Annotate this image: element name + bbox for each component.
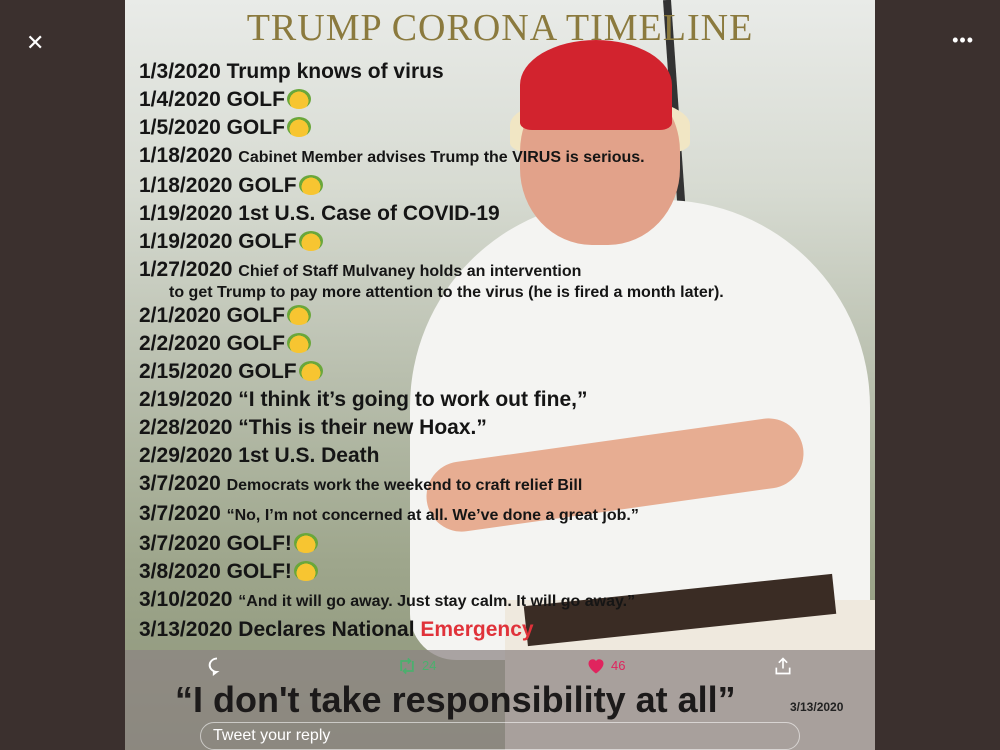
golf-emoji-icon bbox=[299, 361, 323, 381]
entry-date: 1/4/2020 bbox=[139, 88, 221, 111]
entry-text: GOLF bbox=[226, 116, 285, 139]
entry-text: 1st U.S. Case of COVID-19 bbox=[238, 202, 500, 225]
share-icon bbox=[773, 656, 793, 676]
timeline-entry bbox=[139, 142, 724, 172]
timeline-entry bbox=[139, 530, 724, 558]
entry-date: 1/5/2020 bbox=[139, 116, 221, 139]
reply-input[interactable] bbox=[200, 722, 800, 750]
timeline-entry bbox=[139, 302, 724, 330]
entry-text: GOLF bbox=[238, 230, 297, 253]
retweet-count: 24 bbox=[422, 658, 437, 673]
entry-text: Declares National bbox=[238, 618, 415, 641]
entry-date: 2/28/2020 bbox=[139, 416, 233, 439]
golf-emoji-icon bbox=[287, 117, 311, 137]
entry-date: 2/29/2020 bbox=[139, 444, 233, 467]
image-title: TRUMP CORONA TIMELINE bbox=[246, 7, 754, 49]
entry-text: GOLF bbox=[226, 304, 285, 327]
entry-continuation: to get Trump to pay more attention to the virus (he is fired a month later). bbox=[169, 284, 724, 301]
golf-emoji-icon bbox=[299, 231, 323, 251]
timeline-entry bbox=[139, 114, 724, 142]
retweet-icon bbox=[396, 656, 418, 676]
timeline-entry bbox=[139, 200, 724, 228]
golf-emoji-icon bbox=[294, 561, 318, 581]
timeline-entry bbox=[139, 386, 724, 414]
entry-text: “I think it’s going to work out fine,” bbox=[238, 388, 588, 411]
reply-icon bbox=[207, 656, 227, 676]
entry-text: Trump knows of virus bbox=[226, 60, 444, 83]
entry-text: GOLF bbox=[226, 332, 285, 355]
timeline-list bbox=[139, 58, 724, 644]
entry-date: 3/8/2020 bbox=[139, 560, 221, 583]
entry-date: 2/2/2020 bbox=[139, 332, 221, 355]
retweet-button[interactable] bbox=[396, 655, 436, 677]
entry-date: 1/3/2020 bbox=[139, 60, 221, 83]
golf-emoji-icon bbox=[299, 175, 323, 195]
timeline-entry bbox=[139, 172, 724, 200]
timeline-entry bbox=[139, 330, 724, 358]
entry-text: “And it will go away. Just stay calm. It will go away.” bbox=[238, 593, 636, 610]
entry-text: “No, I’m not concerned at all. We’ve done a great job.” bbox=[226, 507, 639, 524]
reply-button[interactable] bbox=[207, 655, 227, 677]
image-quote: “I don't take responsibility at all” bbox=[175, 679, 736, 720]
share-button[interactable] bbox=[773, 655, 793, 677]
timeline-entry bbox=[139, 586, 724, 616]
entry-date: 2/1/2020 bbox=[139, 304, 221, 327]
entry-text: GOLF bbox=[226, 88, 285, 111]
entry-date: 3/7/2020 bbox=[139, 502, 221, 525]
timeline-entry bbox=[139, 558, 724, 586]
timeline-entry bbox=[139, 470, 724, 500]
entry-date: 3/10/2020 bbox=[139, 588, 233, 611]
entry-date: 3/13/2020 bbox=[139, 618, 233, 641]
close-icon[interactable]: ✕ bbox=[26, 30, 45, 55]
heart-icon bbox=[585, 656, 607, 676]
entry-date: 1/18/2020 bbox=[139, 174, 233, 197]
timeline-entry bbox=[139, 86, 724, 114]
timeline-entry bbox=[139, 358, 724, 386]
entry-date: 3/7/2020 bbox=[139, 532, 221, 555]
entry-text: GOLF bbox=[238, 174, 297, 197]
entry-date: 1/19/2020 bbox=[139, 230, 233, 253]
timeline-entry bbox=[139, 228, 724, 256]
entry-highlight: Emergency bbox=[420, 618, 534, 641]
like-count: 46 bbox=[611, 658, 626, 673]
timeline-entry bbox=[139, 500, 724, 530]
entry-text: Cabinet Member advises Trump the VIRUS is serious. bbox=[238, 149, 645, 166]
entry-date: 1/19/2020 bbox=[139, 202, 233, 225]
golf-emoji-icon bbox=[294, 533, 318, 553]
entry-date: 3/7/2020 bbox=[139, 472, 221, 495]
timeline-entry bbox=[139, 414, 724, 442]
golf-emoji-icon bbox=[287, 305, 311, 325]
more-options-icon[interactable]: ••• bbox=[952, 30, 974, 50]
like-button[interactable] bbox=[585, 655, 625, 677]
timeline-entry bbox=[139, 616, 724, 644]
entry-date: 2/15/2020 bbox=[139, 360, 233, 383]
quote-date: 3/13/2020 bbox=[790, 700, 844, 714]
entry-text: “This is their new Hoax.” bbox=[238, 416, 487, 439]
golf-emoji-icon bbox=[287, 89, 311, 109]
entry-text: Democrats work the weekend to craft relief Bill bbox=[226, 477, 583, 494]
entry-text: 1st U.S. Death bbox=[238, 444, 380, 467]
timeline-entry bbox=[139, 58, 724, 86]
entry-date: 1/27/2020 bbox=[139, 258, 233, 281]
timeline-entry bbox=[139, 442, 724, 470]
entry-text: GOLF! bbox=[226, 560, 292, 583]
entry-date: 2/19/2020 bbox=[139, 388, 233, 411]
entry-text: Chief of Staff Mulvaney holds an intervention bbox=[238, 263, 582, 280]
tweet-image bbox=[125, 0, 875, 750]
entry-text: GOLF! bbox=[226, 532, 292, 555]
entry-date: 1/18/2020 bbox=[139, 144, 233, 167]
golf-emoji-icon bbox=[287, 333, 311, 353]
entry-text: GOLF bbox=[238, 360, 297, 383]
timeline-entry bbox=[139, 256, 724, 286]
